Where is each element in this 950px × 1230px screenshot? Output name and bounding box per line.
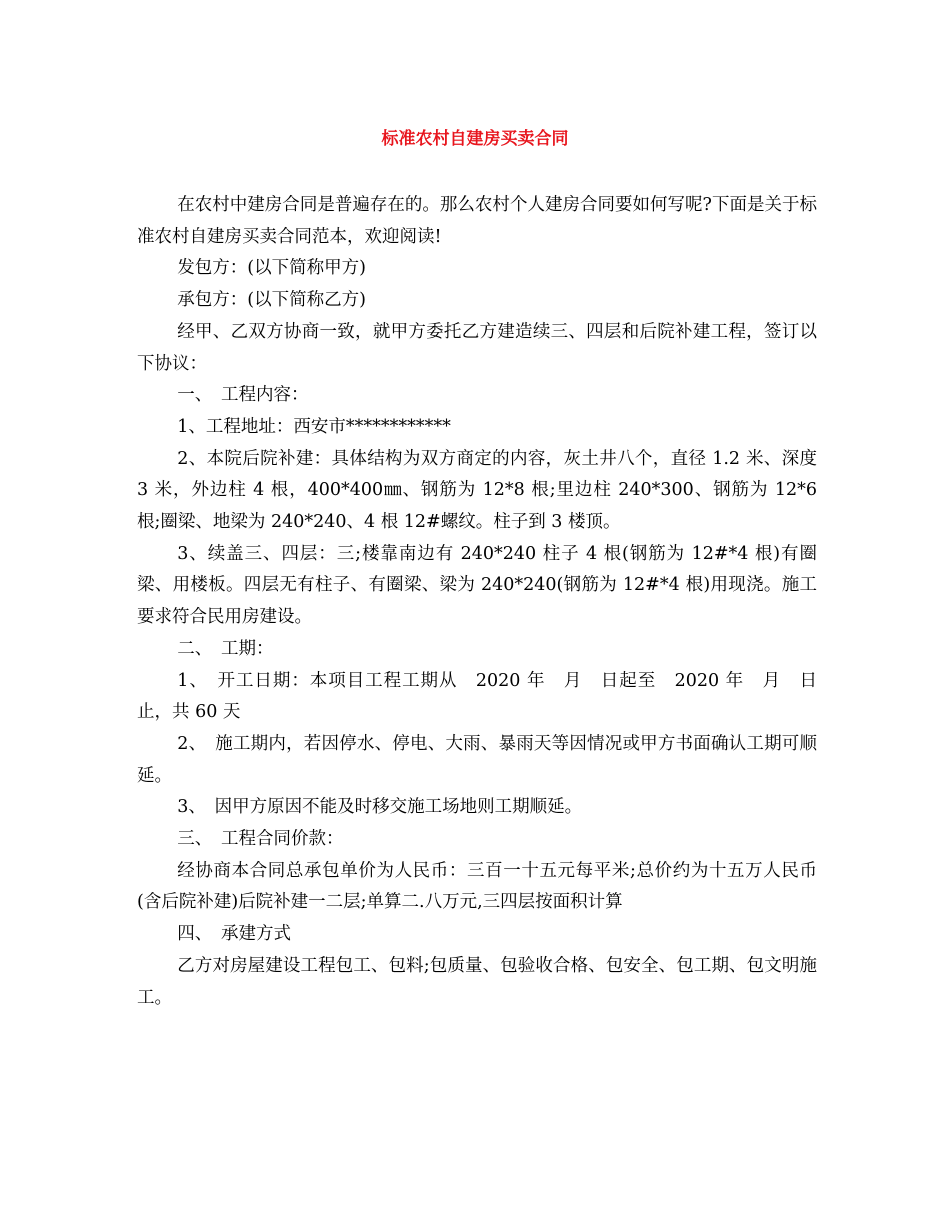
- document-title: 标准农村自建房买卖合同: [381, 129, 569, 149]
- paragraph-extension: 2、 施工期内，若因停水、停电、大雨、暴雨天等因情况或甲方书面确认工期可顺延。: [137, 733, 817, 786]
- document-body: [137, 190, 817, 1014]
- paragraph-address: 1、工程地址：西安市************: [177, 416, 451, 437]
- section-heading-content: 一、 工程内容：: [177, 385, 309, 406]
- paragraph-site-delay: 3、 因甲方原因不能及时移交施工场地则工期顺延。: [177, 797, 583, 818]
- paragraph-backyard: 2、本院后院补建：具体结构为双方商定的内容，灰土井八个，直径 1.2 米、深度 3 米，外边柱 4 根，400*400㎜、钢筋为 12*8 根;里边柱 240*300、钢筋为 12*6 根;圈梁、地梁为 240*240、4 根 12#螺纹。柱子到 3 楼顶。: [137, 448, 817, 533]
- paragraph-party-b: 承包方：(以下简称乙方): [177, 290, 366, 311]
- paragraph-agreement: 经甲、乙双方协商一致，就甲方委托乙方建造续三、四层和后院补建工程，签订以下协议：: [137, 321, 817, 374]
- paragraph-party-a: 发包方：(以下简称甲方): [177, 258, 366, 279]
- paragraph-start-date: 1、 开工日期：本项目工程工期从 2020 年 月 日起至 2020 年 月 日止，共 60 天: [137, 670, 817, 723]
- paragraph-price: 经协商本合同总承包单价为人民币：三百一十五元每平米;总价约为十五万人民币(含后院补建)后院补建一二层;单算二.八万元,三四层按面积计算: [137, 860, 817, 913]
- paragraph-floors: 3、续盖三、四层：三;楼靠南边有 240*240 柱子 4 根(钢筋为 12#*4 根)有圈梁、用楼板。四层无有柱子、有圈梁、梁为 240*240(钢筋为 12#*4 根)用现浇。施工要求符合民用房建设。: [137, 543, 817, 628]
- section-heading-price: 三、 工程合同价款：: [177, 829, 344, 850]
- paragraph-intro: 在农村中建房合同是普遍存在的。那么农村个人建房合同要如何写呢?下面是关于标准农村自建房买卖合同范本，欢迎阅读!: [137, 195, 817, 247]
- paragraph-method: 乙方对房屋建设工程包工、包料;包质量、包验收合格、包安全、包工期、包文明施工。: [137, 955, 817, 1008]
- section-heading-method: 四、 承建方式: [177, 924, 291, 945]
- section-heading-schedule: 二、 工期：: [177, 638, 274, 659]
